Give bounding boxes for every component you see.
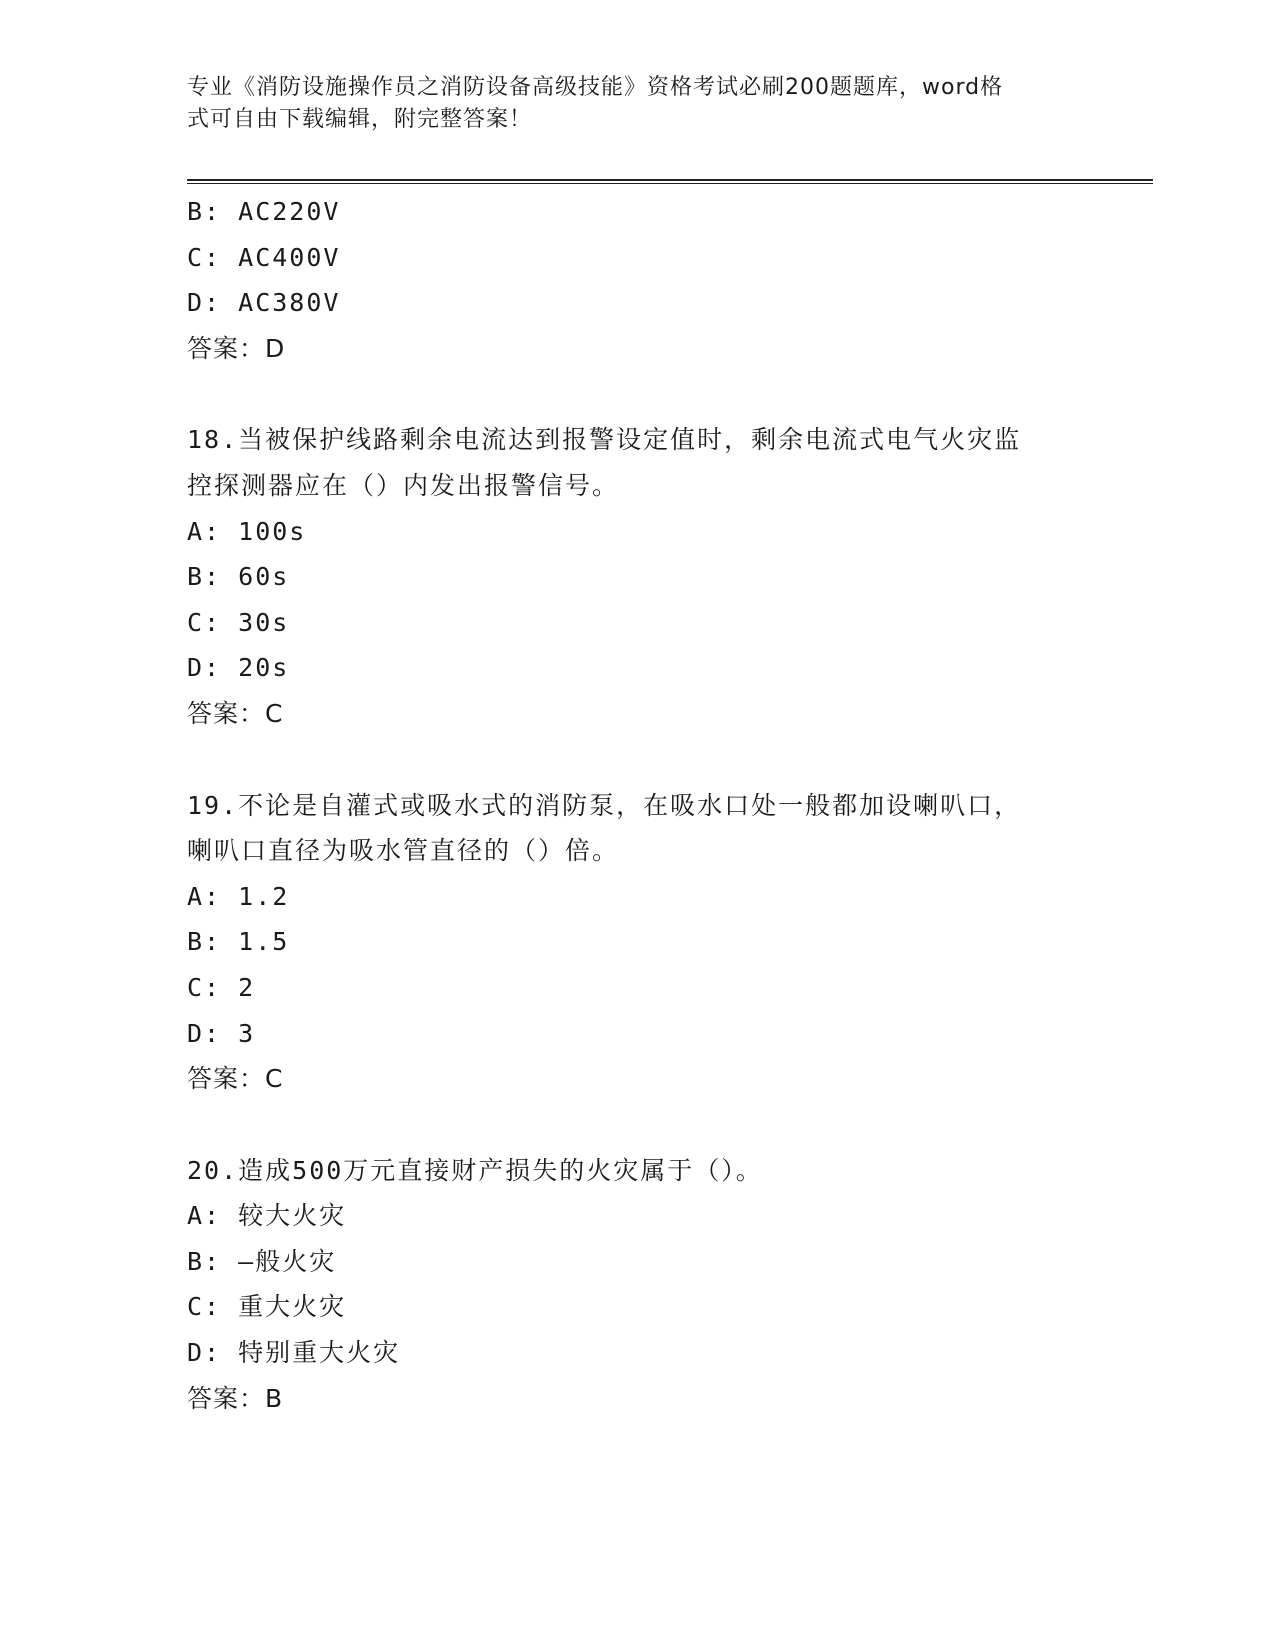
answer-line: 答案：D [187,333,286,363]
question-19 [187,783,1087,1102]
option-c: C: 30s [187,607,290,637]
option-d: D: 3 [187,1018,256,1048]
document-header [187,72,1067,136]
header-rule-thin [187,183,1153,184]
header-line-2: 式可自由下载编辑，附完整答案！ [187,107,533,132]
option-d: D: 20s [187,653,290,683]
question-17-continued [187,189,1087,371]
question-20 [187,1148,1087,1422]
option-a: A: 100s [187,516,307,546]
spacer [187,737,1087,783]
option-d: D: 特别重大火灾 [187,1338,401,1368]
question-stem-line: 20.造成500万元直接财产损失的火灾属于（）。 [187,1155,763,1185]
option-a: A: 1.2 [187,881,290,911]
option-b: B: AC220V [187,197,341,226]
option-c: C: 重大火灾 [187,1292,347,1322]
spacer [187,1102,1087,1148]
option-b: B: —般火灾 [187,1246,337,1276]
question-body [187,189,1087,1421]
answer-line: 答案：C [187,698,284,728]
question-stem-line: 18.当被保护线路剩余电流达到报警设定值时，剩余电流式电气火灾监 [187,425,1022,455]
header-rule-thick [187,179,1153,181]
question-stem-line: 喇叭口直径为吸水管直径的（）倍。 [187,836,620,866]
question-stem-line: 19.不论是自灌式或吸水式的消防泵，在吸水口处一般都加设喇叭口， [187,790,1022,820]
answer-line: 答案：B [187,1383,284,1413]
option-b: B: 1.5 [187,927,290,957]
option-a: A: 较大火灾 [187,1201,347,1231]
spacer [187,371,1087,417]
question-stem-line: 控探测器应在（）内发出报警信号。 [187,470,620,500]
answer-line: 答案：C [187,1064,284,1094]
header-line-1: 专业《消防设施操作员之消防设备高级技能》资格考试必刷200题题库，word格 [187,75,1004,100]
option-d: D: AC380V [187,288,341,318]
option-c: C: 2 [187,972,256,1002]
option-b: B: 60s [187,562,290,592]
option-c: C: AC400V [187,242,341,272]
question-18 [187,417,1087,736]
